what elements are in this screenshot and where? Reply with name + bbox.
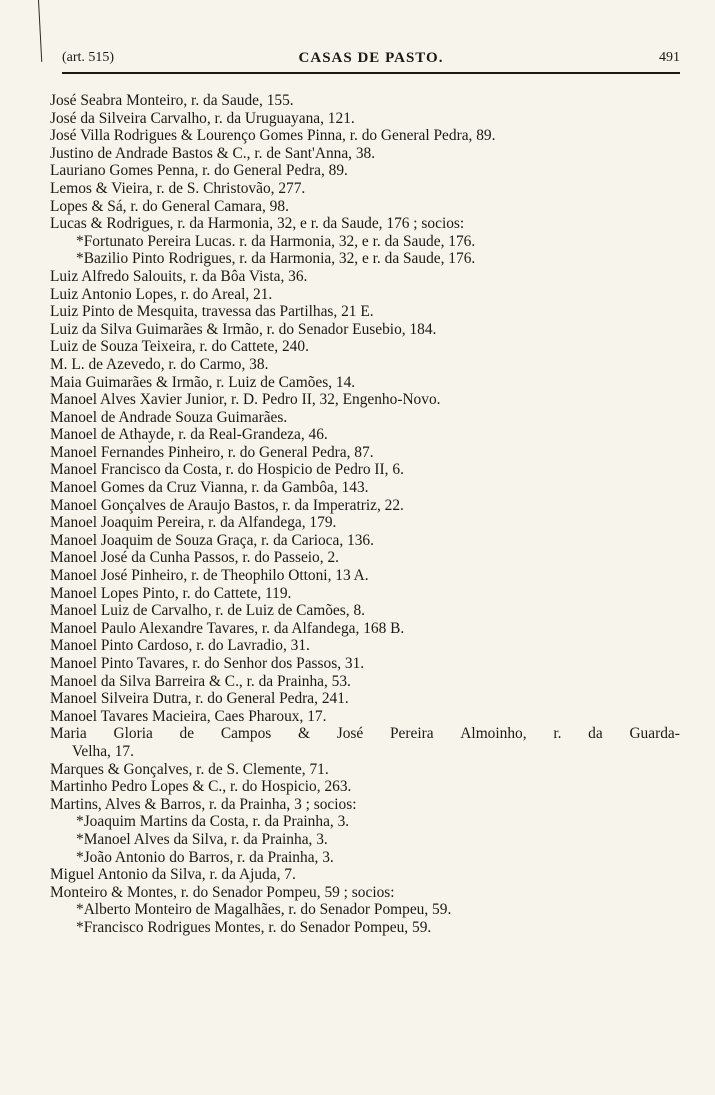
partner-entry: *João Antonio do Barros, r. da Prainha, 3. xyxy=(76,848,334,866)
directory-entry: Manoel José da Cunha Passos, r. do Passeio, 2. xyxy=(50,549,339,567)
directory-entry: Luiz da Silva Guimarães & Irmão, r. do Senador Eusebio, 184. xyxy=(50,320,437,338)
directory-entry: Manoel Francisco da Costa, r. do Hospicio de Pedro II, 6. xyxy=(50,461,404,479)
partner-entry: *Francisco Rodrigues Montes, r. do Senador Pompeu, 59. xyxy=(76,918,432,936)
partner-entry: *Alberto Monteiro de Magalhães, r. do Senador Pompeu, 59. xyxy=(76,901,452,919)
directory-entry: Lauriano Gomes Penna, r. do General Pedra, 89. xyxy=(50,162,348,180)
entry-continuation: Velha, 17. xyxy=(72,742,134,760)
directory-entry: Luiz Pinto de Mesquita, travessa das Partilhas, 21 E. xyxy=(50,303,374,321)
directory-entry: José Villa Rodrigues & Lourenço Gomes Pinna, r. do General Pedra, 89. xyxy=(50,127,496,145)
directory-entry: Martinho Pedro Lopes & C., r. do Hospicio, 263. xyxy=(50,778,352,796)
directory-entry: Manoel Joaquim Pereira, r. da Alfandega, 179. xyxy=(50,514,337,532)
directory-entry: Manoel Joaquim de Souza Graça, r. da Carioca, 136. xyxy=(50,531,374,549)
page-title: CASAS DE PASTO. xyxy=(298,50,444,66)
directory-entry: Maia Guimarães & Irmão, r. Luiz de Camões, 14. xyxy=(50,373,356,391)
directory-entry: Lemos & Vieira, r. de S. Christovão, 277. xyxy=(50,179,306,197)
page-number: 491 xyxy=(659,50,680,65)
directory-entry: Manoel Gomes da Cruz Vianna, r. da Gambôa, 143. xyxy=(50,479,369,497)
page-header xyxy=(62,50,680,74)
margin-rule xyxy=(38,0,42,62)
directory-entry: Manoel Fernandes Pinheiro, r. do General Pedra, 87. xyxy=(50,443,374,461)
directory-entry: Manoel Luiz de Carvalho, r. de Luiz de Camões, 8. xyxy=(50,602,365,620)
directory-entry: Manoel de Andrade Souza Guimarães. xyxy=(50,408,288,426)
directory-entry: Miguel Antonio da Silva, r. da Ajuda, 7. xyxy=(50,866,296,884)
partner-entry: *Fortunato Pereira Lucas. r. da Harmonia, 32, e r. da Saude, 176. xyxy=(76,232,476,250)
directory-entry: Manoel Lopes Pinto, r. do Cattete, 119. xyxy=(50,584,292,602)
directory-entry: Manoel da Silva Barreira & C., r. da Prainha, 53. xyxy=(50,672,351,690)
directory-entry: José da Silveira Carvalho, r. da Uruguayana, 121. xyxy=(50,109,355,127)
directory-entry: Manoel Tavares Macieira, Caes Pharoux, 17. xyxy=(50,707,327,725)
directory-entry: Marques & Gonçalves, r. de S. Clemente, 71. xyxy=(50,760,329,778)
directory-entry: José Seabra Monteiro, r. da Saude, 155. xyxy=(50,92,294,109)
partner-entry: *Joaquim Martins da Costa, r. da Prainha, 3. xyxy=(76,813,350,831)
directory-entry: Luiz Antonio Lopes, r. do Areal, 21. xyxy=(50,285,273,303)
directory-entry: Luiz Alfredo Salouits, r. da Bôa Vista, 36. xyxy=(50,267,308,285)
directory-entry: M. L. de Azevedo, r. do Carmo, 38. xyxy=(50,355,269,373)
directory-entry: Lopes & Sá, r. do General Camara, 98. xyxy=(50,197,289,215)
directory-entry: Manoel de Athayde, r. da Real-Grandeza, 46. xyxy=(50,426,328,444)
directory-entry: Luiz de Souza Teixeira, r. do Cattete, 240. xyxy=(50,338,309,356)
directory-entry: Manoel Pinto Cardoso, r. do Lavradio, 31. xyxy=(50,637,310,655)
directory-entry: Justino de Andrade Bastos & C., r. de Sant'Anna, 38. xyxy=(50,144,376,162)
entry-list xyxy=(50,92,680,937)
directory-entry: Manoel Paulo Alexandre Tavares, r. da Alfandega, 168 B. xyxy=(50,619,405,637)
article-reference: (art. 515) xyxy=(62,50,115,65)
directory-entry: Manoel Silveira Dutra, r. do General Pedra, 241. xyxy=(50,690,349,708)
directory-entry: Monteiro & Montes, r. do Senador Pompeu, 59 ; socios: xyxy=(50,883,395,901)
directory-entry: Manoel Pinto Tavares, r. do Senhor dos Passos, 31. xyxy=(50,655,365,672)
partner-entry: *Bazilio Pinto Rodrigues, r. da Harmonia, 32, e r. da Saude, 176. xyxy=(76,250,476,268)
directory-entry: Manoel Alves Xavier Junior, r. D. Pedro II, 32, Engenho-Novo. xyxy=(50,391,441,409)
directory-entry: Lucas & Rodrigues, r. da Harmonia, 32, e r. da Saude, 176 ; socios: xyxy=(50,215,465,233)
directory-entry: Manoel Gonçalves de Araujo Bastos, r. da Imperatriz, 22. xyxy=(50,496,404,514)
directory-entry: Maria Gloria de Campos & José Pereira Almoinho, r. da Guarda- xyxy=(50,725,680,743)
directory-entry: Manoel José Pinheiro, r. de Theophilo Ottoni, 13 A. xyxy=(50,567,369,585)
directory-entry: Martins, Alves & Barros, r. da Prainha, 3 ; socios: xyxy=(50,795,357,813)
partner-entry: *Manoel Alves da Silva, r. da Prainha, 3. xyxy=(76,830,328,848)
